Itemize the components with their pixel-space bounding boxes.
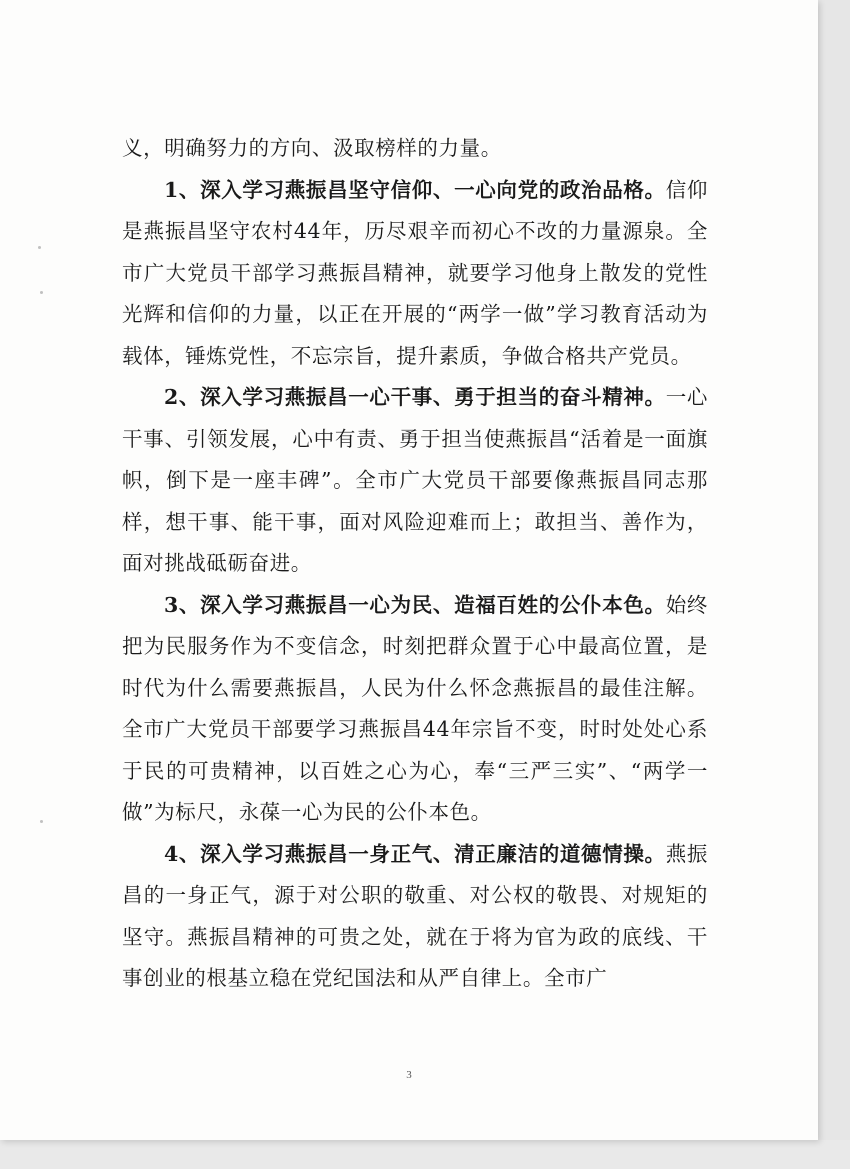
section-heading: 4、深入学习燕振昌一身正气、清正廉洁的道德情操。: [164, 841, 666, 866]
opening-line: 义，明确努力的方向、汲取榜样的力量。: [122, 136, 502, 160]
scan-margin-right: [818, 0, 850, 1169]
scan-speck: [38, 246, 41, 249]
section-heading: 3、深入学习燕振昌一心为民、造福百姓的公仆本色。: [164, 592, 666, 617]
section-body: 信仰是燕振昌坚守农村44年，历尽艰辛而初心不改的力量源泉。全市广大党员干部学习燕振昌精神，就要学习他身上散发的党性光辉和信仰的力量，以正在开展的“两学一做”学习教育活动为载体，锤炼党性，不忘宗旨，提升素质，争做合格共产党员。: [122, 177, 708, 368]
section-2: [122, 377, 708, 585]
section-body: 一心干事、引领发展，心中有责、勇于担当使燕振昌“活着是一面旗帜，倒下是一座丰碑”。全市广大党员干部要像燕振昌同志那样，想干事、能干事，面对风险迎难而上；敢担当、善作为，面对挑战砥砺奋进。: [122, 385, 708, 575]
section-body: 燕振昌的一身正气，源于对公职的敬重、对公权的敬畏、对规矩的坚守。燕振昌精神的可贵之处，就在于将为官为政的底线、干事创业的根基立稳在党纪国法和从严自律上。全市广: [122, 841, 708, 990]
section-4: [122, 834, 708, 1000]
scan-speck: [40, 820, 43, 823]
section-heading: 2、深入学习燕振昌一心干事、勇于担当的奋斗精神。: [164, 385, 666, 409]
page-number: 3: [406, 1069, 412, 1081]
document-body: [122, 128, 708, 1000]
section-3: [122, 585, 708, 834]
scan-speck: [40, 291, 43, 294]
section-body: 始终把为民服务作为不变信念，时刻把群众置于心中最高位置，是时代为什么需要燕振昌，人民为什么怀念燕振昌的最佳注解。全市广大党员干部要学习燕振昌44年宗旨不变，时时处处心系于民的可贵精神，以百姓之心为心，奉“三严三实”、“两学一做”为标尺，永葆一心为民的公仆本色。: [122, 592, 708, 824]
section-heading: 1、深入学习燕振昌坚守信仰、一心向党的政治品格。: [164, 177, 666, 202]
section-1: [122, 170, 708, 378]
scan-margin-bottom: [0, 1140, 850, 1169]
